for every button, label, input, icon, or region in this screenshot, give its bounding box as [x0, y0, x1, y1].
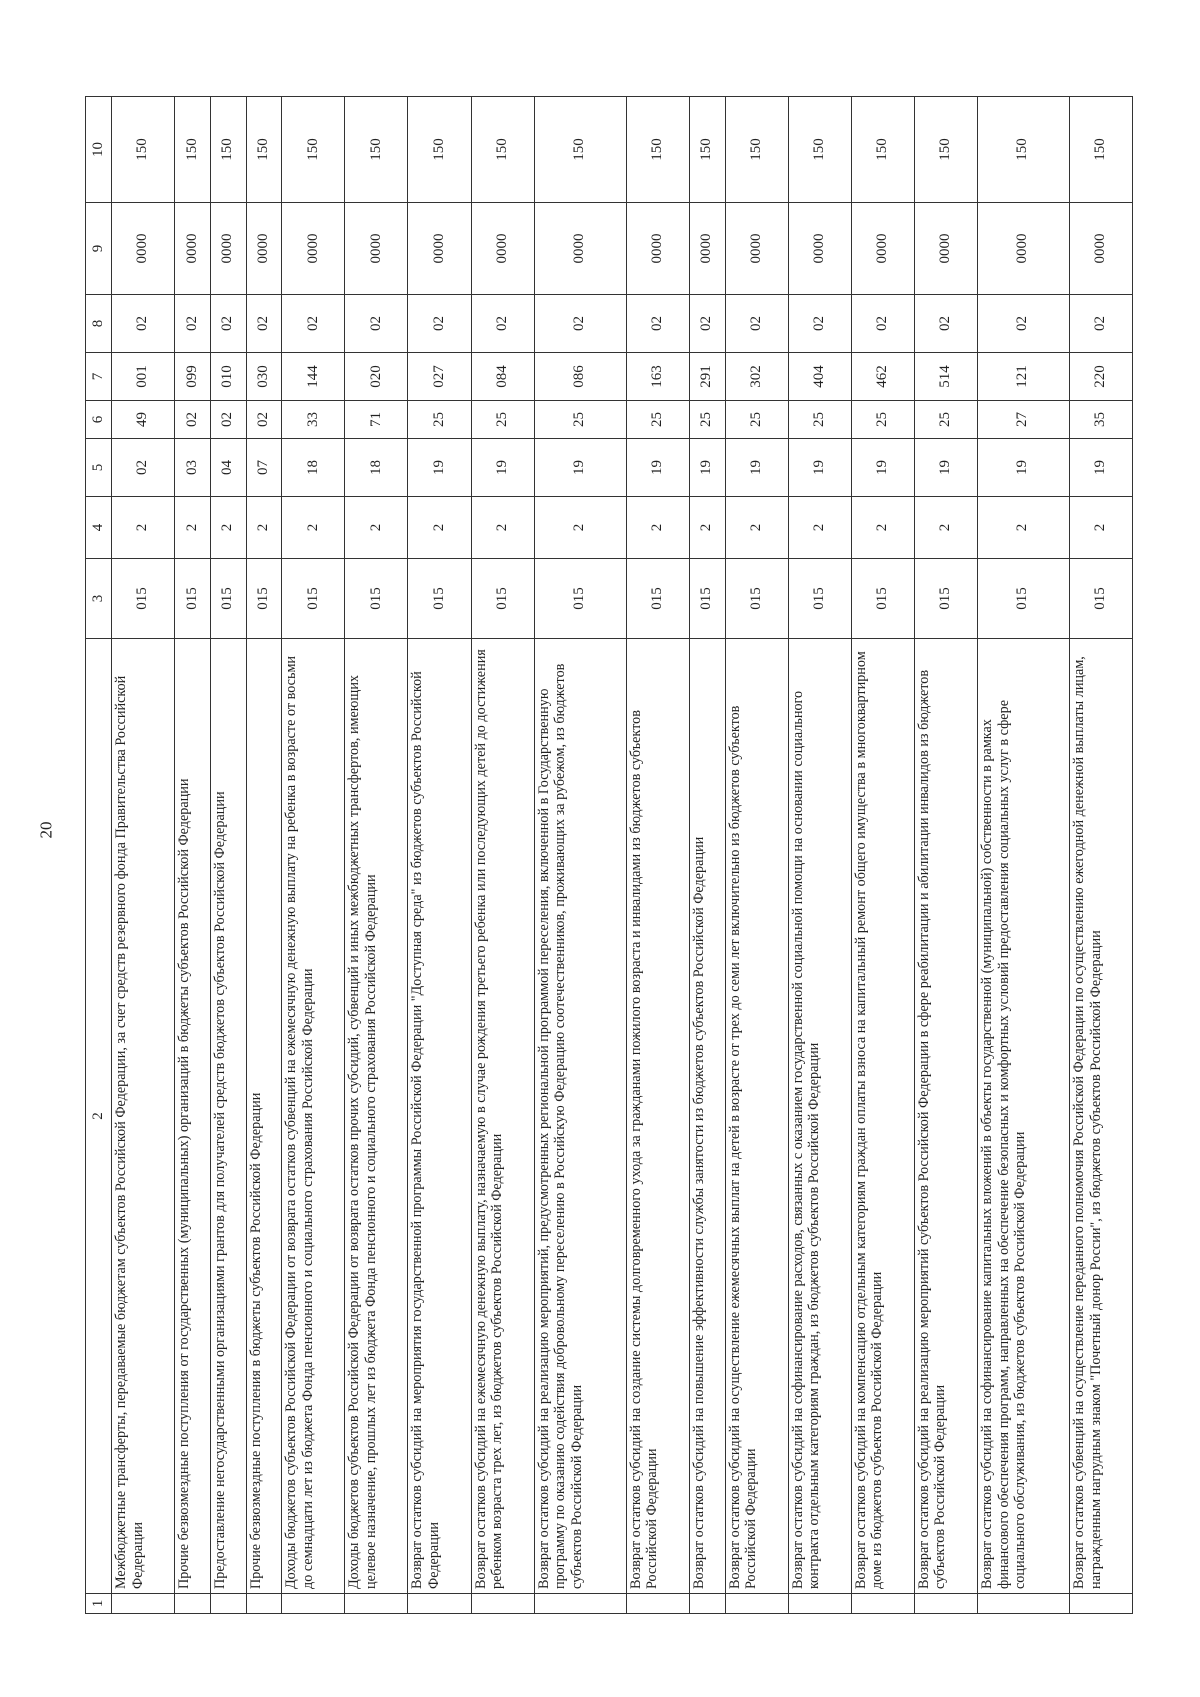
row-code-cell-c6: 25	[851, 401, 914, 439]
row-code-cell-c7: 462	[851, 353, 914, 401]
row-code-cell-c3: 015	[175, 559, 211, 639]
row-code-cell-c7: 010	[210, 353, 246, 401]
row-code-cell-c4: 2	[246, 497, 282, 559]
row-code-cell-c4: 2	[210, 497, 246, 559]
row-code-cell-c5: 19	[1069, 439, 1132, 497]
header-col-4: 4	[86, 497, 112, 559]
header-col-1: 1	[86, 1594, 112, 1614]
row-code-cell-c3: 015	[471, 559, 534, 639]
row-code-cell-c7: 302	[725, 353, 788, 401]
row-code-cell-c9: 0000	[534, 203, 626, 295]
row-name-cell: Возврат остатков субсидий на софинансирование капитальных вложений в объекты государственной (муниципальной) собственности в рамках финансового обеспечения программ, направленных на обеспечение безопасных и комфортных условий предоставления социальных услуг в сфере социального обслуживания, из бюджетов субъектов Российской Федерации	[977, 639, 1069, 1594]
row-code-cell-c3: 015	[534, 559, 626, 639]
row-code-cell-c4: 2	[112, 497, 175, 559]
row-code-cell-c8: 02	[1069, 295, 1132, 353]
header-col-7: 7	[86, 353, 112, 401]
table-body	[112, 97, 1133, 1614]
header-col-8: 8	[86, 295, 112, 353]
row-code-cell-c10: 150	[282, 97, 345, 203]
row-code-cell-c3: 015	[977, 559, 1069, 639]
row-code-cell-c8: 02	[851, 295, 914, 353]
row-code-cell-c9: 0000	[977, 203, 1069, 295]
row-code-cell-c9: 0000	[689, 203, 725, 295]
row-name-cell: Возврат остатков субвенций на осуществление переданного полномочия Российской Федерации по осуществлению ежегодной денежной выплаты лицам, награжденным нагрудным знаком "Почетный донор России", из бюджетов субъектов Российской Федерации	[1069, 639, 1132, 1594]
table-row	[851, 97, 914, 1614]
header-col-9: 9	[86, 203, 112, 295]
row-code-cell-c7: 291	[689, 353, 725, 401]
table-row	[345, 97, 408, 1614]
row-code-cell-c10: 150	[246, 97, 282, 203]
row-code-cell-c8: 02	[725, 295, 788, 353]
table-row	[282, 97, 345, 1614]
row-code-cell-c4: 2	[1069, 497, 1132, 559]
row-code-cell-c7: 514	[914, 353, 977, 401]
row-name-cell: Межбюджетные трансферты, передаваемые бюджетам субъектов Российской Федерации, за счет средств резервного фонда Правительства Российской Федерации	[112, 639, 175, 1594]
table-row	[210, 97, 246, 1614]
row-name-cell: Возврат остатков субсидий на создание системы долговременного ухода за гражданами пожилого возраста и инвалидами из бюджетов субъектов Российской Федерации	[626, 639, 689, 1594]
header-col-10: 10	[86, 97, 112, 203]
row-code-cell-c3: 015	[408, 559, 471, 639]
row-name-cell: Возврат остатков субсидий на реализацию мероприятий субъектов Российской Федерации в сфере реабилитации и абилитации инвалидов из бюджетов субъектов Российской Федерации	[914, 639, 977, 1594]
table-row	[471, 97, 534, 1614]
row-code-cell-c6: 25	[689, 401, 725, 439]
row-code-cell-c5: 18	[345, 439, 408, 497]
row-code-cell-c1	[282, 1594, 345, 1614]
header-col-3: 3	[86, 559, 112, 639]
row-code-cell-c8: 02	[977, 295, 1069, 353]
row-code-cell-c3: 015	[246, 559, 282, 639]
row-code-cell-c6: 02	[210, 401, 246, 439]
row-code-cell-c8: 02	[210, 295, 246, 353]
row-code-cell-c7: 030	[246, 353, 282, 401]
row-code-cell-c3: 015	[851, 559, 914, 639]
row-code-cell-c1	[725, 1594, 788, 1614]
row-name-cell: Возврат остатков субсидий на повышение эффективности службы занятости из бюджетов субъектов Российской Федерации	[689, 639, 725, 1594]
row-code-cell-c6: 25	[534, 401, 626, 439]
row-code-cell-c3: 015	[112, 559, 175, 639]
row-code-cell-c3: 015	[725, 559, 788, 639]
header-col-2: 2	[86, 639, 112, 1594]
row-code-cell-c6: 02	[175, 401, 211, 439]
row-code-cell-c1	[345, 1594, 408, 1614]
row-code-cell-c9: 0000	[408, 203, 471, 295]
row-code-cell-c9: 0000	[851, 203, 914, 295]
row-code-cell-c8: 02	[788, 295, 851, 353]
row-code-cell-c10: 150	[977, 97, 1069, 203]
row-code-cell-c3: 015	[914, 559, 977, 639]
row-code-cell-c9: 0000	[282, 203, 345, 295]
row-code-cell-c1	[112, 1594, 175, 1614]
table-row	[408, 97, 471, 1614]
row-code-cell-c6: 33	[282, 401, 345, 439]
row-code-cell-c10: 150	[1069, 97, 1132, 203]
table-row	[788, 97, 851, 1614]
row-code-cell-c5: 19	[851, 439, 914, 497]
row-code-cell-c4: 2	[788, 497, 851, 559]
row-code-cell-c8: 02	[689, 295, 725, 353]
row-name-cell: Возврат остатков субсидий на ежемесячную денежную выплату, назначаемую в случае рождения третьего ребенка или последующих детей до достижения ребенком возраста трех лет, из бюджетов субъектов Российской Федерации	[471, 639, 534, 1594]
row-code-cell-c7: 121	[977, 353, 1069, 401]
row-code-cell-c10: 150	[210, 97, 246, 203]
row-code-cell-c8: 02	[246, 295, 282, 353]
row-code-cell-c7: 163	[626, 353, 689, 401]
row-code-cell-c8: 02	[175, 295, 211, 353]
row-name-cell: Возврат остатков субсидий на осуществление ежемесячных выплат на детей в возрасте от трех до семи лет включительно из бюджетов субъектов Российской Федерации	[725, 639, 788, 1594]
row-code-cell-c8: 02	[626, 295, 689, 353]
row-code-cell-c9: 0000	[626, 203, 689, 295]
row-name-cell: Доходы бюджетов субъектов Российской Федерации от возврата остатков субвенций на ежемесячную денежную выплату на ребенка в возрасте от восьми до семнадцати лет из бюджета Фонда пенсионного и социального страхования Российской Федерации	[282, 639, 345, 1594]
row-name-cell: Прочие безвозмездные поступления в бюджеты субъектов Российской Федерации	[246, 639, 282, 1594]
row-code-cell-c10: 150	[725, 97, 788, 203]
row-code-cell-c4: 2	[345, 497, 408, 559]
row-code-cell-c7: 001	[112, 353, 175, 401]
table-row	[175, 97, 211, 1614]
row-code-cell-c6: 35	[1069, 401, 1132, 439]
row-code-cell-c1	[534, 1594, 626, 1614]
header-col-6: 6	[86, 401, 112, 439]
row-code-cell-c4: 2	[534, 497, 626, 559]
row-code-cell-c9: 0000	[345, 203, 408, 295]
row-code-cell-c5: 19	[471, 439, 534, 497]
row-code-cell-c1	[408, 1594, 471, 1614]
row-code-cell-c7: 084	[471, 353, 534, 401]
row-code-cell-c3: 015	[345, 559, 408, 639]
table-row	[112, 97, 175, 1614]
row-code-cell-c10: 150	[626, 97, 689, 203]
row-code-cell-c4: 2	[282, 497, 345, 559]
row-code-cell-c9: 0000	[788, 203, 851, 295]
row-code-cell-c5: 02	[112, 439, 175, 497]
row-code-cell-c10: 150	[345, 97, 408, 203]
row-code-cell-c4: 2	[725, 497, 788, 559]
row-code-cell-c10: 150	[408, 97, 471, 203]
row-code-cell-c1	[851, 1594, 914, 1614]
row-code-cell-c9: 0000	[210, 203, 246, 295]
row-code-cell-c4: 2	[626, 497, 689, 559]
table-row	[246, 97, 282, 1614]
row-code-cell-c4: 2	[408, 497, 471, 559]
row-code-cell-c5: 19	[914, 439, 977, 497]
row-code-cell-c8: 02	[112, 295, 175, 353]
row-code-cell-c7: 144	[282, 353, 345, 401]
row-code-cell-c4: 2	[175, 497, 211, 559]
row-code-cell-c6: 25	[626, 401, 689, 439]
row-code-cell-c5: 19	[788, 439, 851, 497]
table-row	[534, 97, 626, 1614]
row-code-cell-c9: 0000	[246, 203, 282, 295]
row-code-cell-c5: 19	[689, 439, 725, 497]
row-code-cell-c6: 25	[788, 401, 851, 439]
row-code-cell-c1	[471, 1594, 534, 1614]
row-code-cell-c7: 404	[788, 353, 851, 401]
row-code-cell-c9: 0000	[1069, 203, 1132, 295]
row-code-cell-c1	[689, 1594, 725, 1614]
row-name-cell: Возврат остатков субсидий на мероприятия государственной программы Российской Федерации "Доступная среда" из бюджетов субъектов Российской Федерации	[408, 639, 471, 1594]
row-code-cell-c5: 19	[626, 439, 689, 497]
row-code-cell-c3: 015	[282, 559, 345, 639]
row-code-cell-c6: 27	[977, 401, 1069, 439]
row-code-cell-c7: 086	[534, 353, 626, 401]
row-code-cell-c10: 150	[851, 97, 914, 203]
row-code-cell-c5: 04	[210, 439, 246, 497]
row-code-cell-c10: 150	[689, 97, 725, 203]
row-code-cell-c8: 02	[914, 295, 977, 353]
row-code-cell-c10: 150	[471, 97, 534, 203]
row-name-cell: Возврат остатков субсидий на компенсацию отдельным категориям граждан оплаты взноса на капитальный ремонт общего имущества в многоквартирном доме из бюджетов субъектов Российской Федерации	[851, 639, 914, 1594]
row-code-cell-c1	[1069, 1594, 1132, 1614]
table-row	[914, 97, 977, 1614]
row-name-cell: Доходы бюджетов субъектов Российской Федерации от возврата остатков прочих субсидий, субвенций и иных межбюджетных трансфертов, имеющих целевое назначение, прошлых лет из бюджета Фонда пенсионного и социального страхования Российской Федерации	[345, 639, 408, 1594]
header-col-5: 5	[86, 439, 112, 497]
row-code-cell-c10: 150	[112, 97, 175, 203]
row-code-cell-c10: 150	[788, 97, 851, 203]
row-code-cell-c5: 19	[725, 439, 788, 497]
table-row	[689, 97, 725, 1614]
row-code-cell-c7: 020	[345, 353, 408, 401]
row-code-cell-c3: 015	[788, 559, 851, 639]
row-code-cell-c1	[914, 1594, 977, 1614]
row-code-cell-c8: 02	[345, 295, 408, 353]
row-code-cell-c6: 25	[914, 401, 977, 439]
row-name-cell: Предоставление негосударственными организациями грантов для получателей средств бюджетов субъектов Российской Федерации	[210, 639, 246, 1594]
rotated-table-frame	[85, 97, 1133, 1614]
table-row	[1069, 97, 1132, 1614]
row-code-cell-c10: 150	[534, 97, 626, 203]
row-code-cell-c7: 027	[408, 353, 471, 401]
row-code-cell-c6: 25	[471, 401, 534, 439]
budget-codes-table	[85, 96, 1133, 1614]
row-code-cell-c5: 07	[246, 439, 282, 497]
row-code-cell-c1	[626, 1594, 689, 1614]
row-code-cell-c4: 2	[471, 497, 534, 559]
table-row	[626, 97, 689, 1614]
row-code-cell-c4: 2	[689, 497, 725, 559]
row-code-cell-c9: 0000	[914, 203, 977, 295]
header-row	[86, 97, 112, 1614]
row-code-cell-c8: 02	[282, 295, 345, 353]
row-code-cell-c4: 2	[977, 497, 1069, 559]
row-code-cell-c6: 25	[408, 401, 471, 439]
row-code-cell-c1	[175, 1594, 211, 1614]
row-code-cell-c7: 099	[175, 353, 211, 401]
row-code-cell-c3: 015	[1069, 559, 1132, 639]
row-code-cell-c10: 150	[175, 97, 211, 203]
row-code-cell-c8: 02	[534, 295, 626, 353]
row-code-cell-c1	[210, 1594, 246, 1614]
row-code-cell-c6: 71	[345, 401, 408, 439]
row-name-cell: Возврат остатков субсидий на софинансирование расходов, связанных с оказанием государственной социальной помощи на основании социального контракта отдельным категориям граждан, из бюджетов субъектов Российской Федерации	[788, 639, 851, 1594]
row-code-cell-c6: 02	[246, 401, 282, 439]
table-row	[725, 97, 788, 1614]
row-code-cell-c8: 02	[471, 295, 534, 353]
row-code-cell-c1	[246, 1594, 282, 1614]
row-code-cell-c6: 25	[725, 401, 788, 439]
row-code-cell-c9: 0000	[112, 203, 175, 295]
row-code-cell-c1	[788, 1594, 851, 1614]
table-row	[977, 97, 1069, 1614]
row-code-cell-c7: 220	[1069, 353, 1132, 401]
row-code-cell-c5: 19	[534, 439, 626, 497]
row-code-cell-c9: 0000	[725, 203, 788, 295]
page-number: 20	[36, 821, 56, 839]
row-code-cell-c5: 19	[408, 439, 471, 497]
row-code-cell-c3: 015	[689, 559, 725, 639]
row-code-cell-c9: 0000	[471, 203, 534, 295]
row-code-cell-c4: 2	[851, 497, 914, 559]
row-name-cell: Прочие безвозмездные поступления от государственных (муниципальных) организаций в бюджеты субъектов Российской Федерации	[175, 639, 211, 1594]
row-code-cell-c8: 02	[408, 295, 471, 353]
row-code-cell-c5: 03	[175, 439, 211, 497]
row-code-cell-c10: 150	[914, 97, 977, 203]
row-code-cell-c6: 49	[112, 401, 175, 439]
row-code-cell-c4: 2	[914, 497, 977, 559]
row-code-cell-c5: 18	[282, 439, 345, 497]
row-code-cell-c9: 0000	[175, 203, 211, 295]
row-code-cell-c3: 015	[626, 559, 689, 639]
row-code-cell-c5: 19	[977, 439, 1069, 497]
row-code-cell-c3: 015	[210, 559, 246, 639]
row-name-cell: Возврат остатков субсидий на реализацию мероприятий, предусмотренных региональной программой переселения, включенной в Государственную программу по оказанию содействия добровольному переселению в Российскую Федерацию соотечественников, проживающих за рубежом, из бюджетов субъектов Российской Федерации	[534, 639, 626, 1594]
row-code-cell-c1	[977, 1594, 1069, 1614]
